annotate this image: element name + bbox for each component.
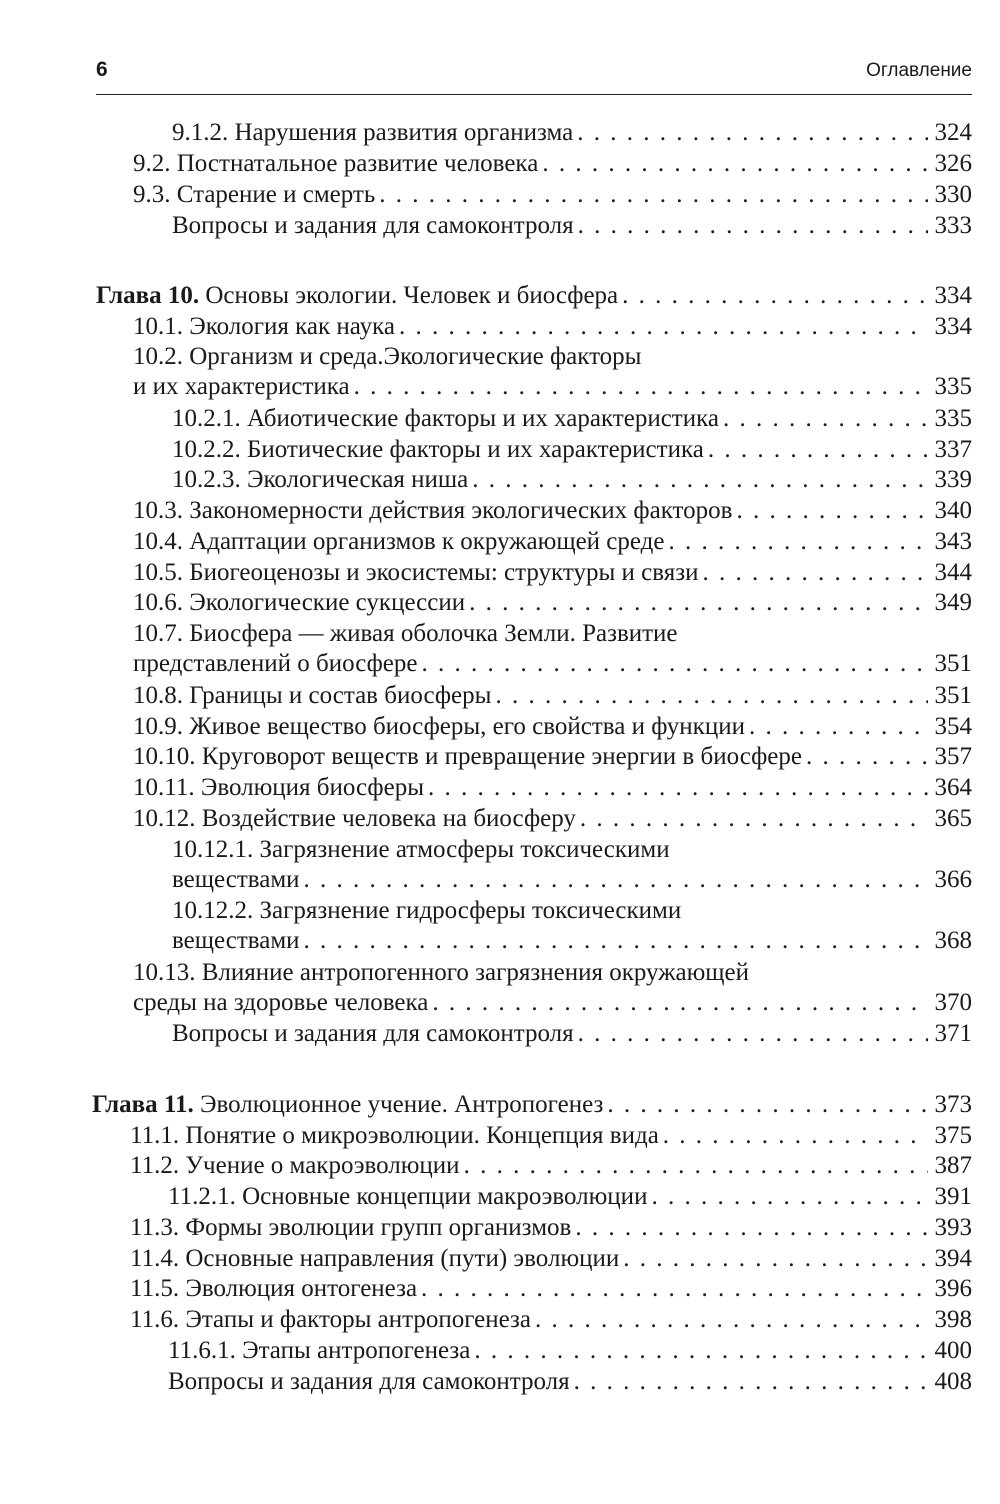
toc-entry: 10.9. Живое вещество биосферы, его свойства и функции . . . 354 <box>133 712 972 742</box>
running-header <box>96 58 972 95</box>
toc-entry: 10.2.2. Биотические факторы и их характеристика . . . 337 <box>172 435 972 465</box>
toc-entry: 10.3. Закономерности действия экологических факторов . . . 340 <box>133 496 972 526</box>
toc-entry: 10.12.2. Загрязнение гидросферы токсическими веществами . . . 368 <box>172 896 972 956</box>
page-ref: 326 <box>934 150 972 177</box>
toc-entry: 11.2. Учение о макроэволюции . . . 387 <box>130 1151 972 1181</box>
toc-entry: 10.2.3. Экологическая ниша . . . 339 <box>172 465 972 495</box>
toc-entry: 10.6. Экологические сукцессии . . . 349 <box>133 588 972 618</box>
toc-entry: 10.5. Биогеоценозы и экосистемы: структуры и связи . . . 344 <box>133 558 972 588</box>
page-ref: 351 <box>934 650 972 677</box>
toc-entry: 10.2. Организм и среда.Экологические факторы и их характеристика . . . 335 <box>133 342 972 402</box>
page-ref: 349 <box>934 589 972 616</box>
page-ref: 351 <box>934 682 972 709</box>
page-ref: 337 <box>934 436 972 463</box>
page-ref: 366 <box>934 866 972 893</box>
toc-entry: 10.11. Эволюция биосферы . . . 364 <box>133 773 972 803</box>
chapter-heading: Глава 10. Основы экологии. Человек и биосфера . . . 334 <box>96 281 972 311</box>
page-ref: 364 <box>934 774 972 801</box>
page-ref: 400 <box>934 1337 972 1364</box>
toc-entry: 10.12. Воздействие человека на биосферу . . . 365 <box>133 804 972 834</box>
toc-entry: 11.1. Понятие о микроэволюции. Концепция вида . . . 375 <box>130 1121 972 1151</box>
toc-entry: 10.2.1. Абиотические факторы и их характеристика . . . 335 <box>172 404 972 434</box>
page-ref: 339 <box>934 466 972 493</box>
toc-entry: 11.3. Формы эволюции групп организмов . . . 393 <box>130 1213 972 1243</box>
toc-entry: 9.2. Постнатальное развитие человека . . . 326 <box>133 149 972 179</box>
page-ref: 354 <box>934 713 972 740</box>
page-ref: 368 <box>934 927 972 954</box>
toc-entry: 11.4. Основные направления (пути) эволюции . . . 394 <box>130 1244 972 1274</box>
toc-entry: 10.13. Влияние антропогенного загрязнения окружающей среды на здоровье человека . . . 370 <box>133 958 972 1018</box>
page-ref: 334 <box>934 313 972 340</box>
page-ref: 373 <box>934 1091 972 1118</box>
page-ref: 340 <box>934 497 972 524</box>
toc-entry: 11.5. Эволюция онтогенеза . . . 396 <box>130 1274 972 1304</box>
section-title: Оглавление <box>866 60 972 81</box>
page-ref: 396 <box>934 1275 972 1302</box>
toc-entry: 11.6.1. Этапы антропогенеза . . . 400 <box>168 1336 972 1366</box>
page-ref: 398 <box>934 1306 972 1333</box>
toc-entry: 10.7. Биосфера — живая оболочка Земли. Развитие представлений о биосфере . . . 351 <box>133 619 972 679</box>
page-ref: 324 <box>934 119 972 146</box>
page-ref: 330 <box>934 181 972 208</box>
page-ref: 391 <box>934 1183 972 1210</box>
toc-entry: 9.3. Старение и смерть . . . 330 <box>133 180 972 210</box>
page-ref: 371 <box>934 1020 972 1047</box>
page-ref: 370 <box>934 989 972 1016</box>
toc-entry: 10.1. Экология как наука . . . 334 <box>133 312 972 342</box>
page-ref: 375 <box>934 1122 972 1149</box>
toc-entry: 10.12.1. Загрязнение атмосферы токсическими веществами . . . 366 <box>172 835 972 895</box>
page-ref: 343 <box>934 528 972 555</box>
page-ref: 333 <box>934 212 972 239</box>
page-ref: 365 <box>934 805 972 832</box>
page-ref: 335 <box>934 405 972 432</box>
page-ref: 344 <box>934 559 972 586</box>
toc-entry: 11.2.1. Основные концепции макроэволюции . . . 391 <box>168 1182 972 1212</box>
toc-entry: 10.8. Границы и состав биосферы . . . 351 <box>133 681 972 711</box>
chapter-heading: Глава 11. Эволюционное учение. Антропогенез . . . 373 <box>92 1090 972 1120</box>
page-ref: 357 <box>934 743 972 770</box>
page-ref: 335 <box>934 373 972 400</box>
toc-entry: Вопросы и задания для самоконтроля . . . 408 <box>168 1367 972 1397</box>
toc-entry: 11.6. Этапы и факторы антропогенеза . . . 398 <box>130 1305 972 1335</box>
toc-entry: 10.4. Адаптации организмов к окружающей среде . . . 343 <box>133 527 972 557</box>
toc-entry: 10.10. Круговорот веществ и превращение энергии в биосфере . . . 357 <box>133 742 972 772</box>
page-number: 6 <box>96 58 108 81</box>
page-ref: 387 <box>934 1152 972 1179</box>
page-ref: 393 <box>934 1214 972 1241</box>
toc-entry: Вопросы и задания для самоконтроля . . . 333 <box>172 211 972 241</box>
toc-entry: 9.1.2. Нарушения развития организма . . . 324 <box>172 118 972 148</box>
page-ref: 394 <box>934 1245 972 1272</box>
page-ref: 334 <box>934 282 972 309</box>
page-ref: 408 <box>934 1368 972 1395</box>
toc-entry: Вопросы и задания для самоконтроля . . . 371 <box>172 1019 972 1049</box>
